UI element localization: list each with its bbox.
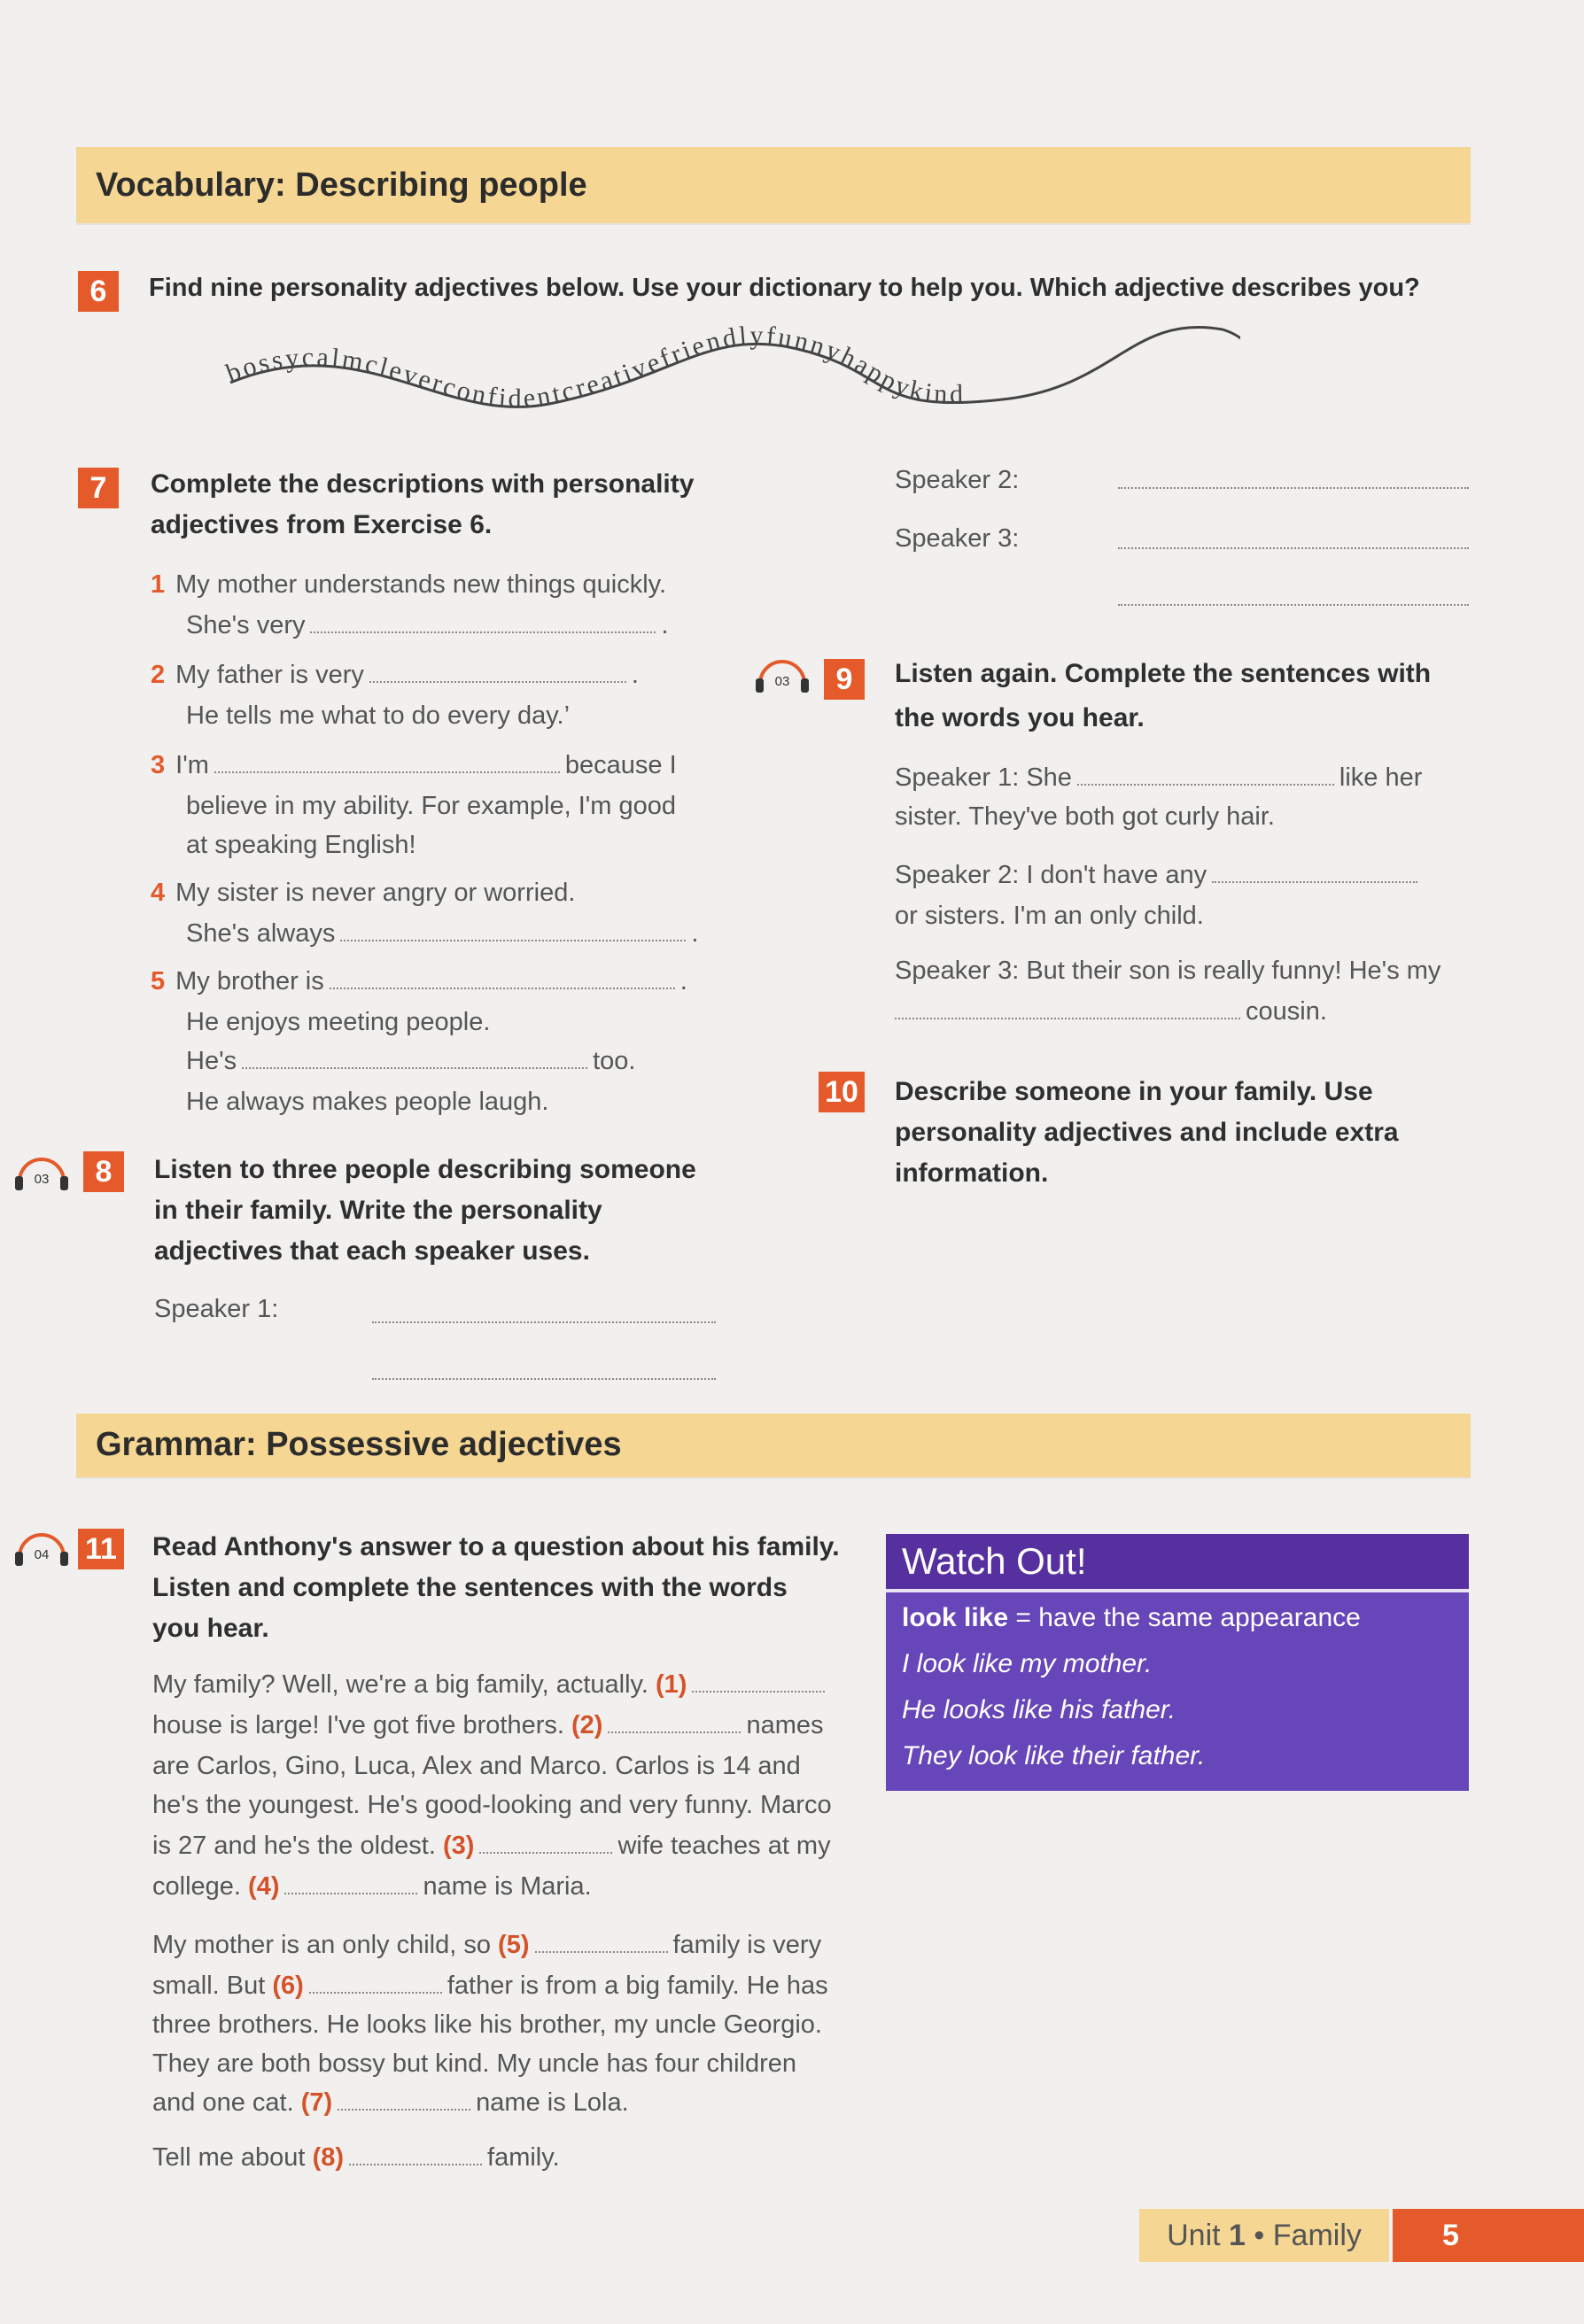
ex9-speaker-3-cont: cousin. bbox=[895, 992, 1327, 1032]
ex9-speaker-1: Speaker 1: She like her bbox=[895, 763, 1423, 792]
answer-blank[interactable] bbox=[369, 681, 626, 683]
paragraph-1-line2: house is large! I've got five brothers. (2) names bbox=[152, 1711, 824, 1739]
exercise-10-instruction-line1: Describe someone in your family. Use bbox=[895, 1077, 1373, 1106]
answer-blank[interactable] bbox=[1212, 881, 1417, 883]
answer-blank[interactable] bbox=[340, 940, 686, 941]
exercise-number-11: 11 bbox=[78, 1529, 124, 1569]
speaker-3-label: Speaker 3: bbox=[895, 524, 1020, 553]
item-5-line4: He always makes people laugh. bbox=[186, 1088, 549, 1116]
headphones-icon[interactable] bbox=[12, 1525, 71, 1569]
item-2-line2: He tells me what to do every day.’ bbox=[186, 701, 571, 730]
ex9-speaker-2-cont: or sisters. I'm an only child. bbox=[895, 902, 1204, 930]
paragraph-1-line6: college. (4) name is Maria. bbox=[152, 1872, 592, 1901]
headphones-icon[interactable] bbox=[12, 1150, 71, 1194]
answer-blank[interactable] bbox=[310, 631, 656, 633]
paragraph-2-line3: three brothers. He looks like his brother, my uncle Georgio. bbox=[152, 2010, 822, 2039]
ex9-speaker-1-cont: sister. They've both got curly hair. bbox=[895, 802, 1275, 831]
ex9-speaker-2: Speaker 2: I don't have any bbox=[895, 856, 1423, 895]
exercise-11-instruction-line1: Read Anthony's answer to a question about his family. bbox=[152, 1532, 840, 1561]
item-5-line2: He enjoys meeting people. bbox=[186, 1008, 491, 1036]
speaker-2-answer-line[interactable] bbox=[1118, 487, 1469, 489]
item-1-line1: 1 My mother understands new things quickly. bbox=[151, 570, 667, 599]
gap-4[interactable] bbox=[284, 1893, 417, 1894]
gap-2[interactable] bbox=[608, 1731, 741, 1733]
paragraph-2-line5: and one cat. (7) name is Lola. bbox=[152, 2088, 629, 2117]
headphones-icon[interactable] bbox=[753, 652, 811, 696]
ex9-speaker-3: Speaker 3: But their son is really funny! He's my bbox=[895, 957, 1441, 985]
svg-text:03: 03 bbox=[774, 674, 790, 689]
exercise-number-10: 10 bbox=[819, 1072, 865, 1112]
exercise-7-instruction-line2: adjectives from Exercise 6. bbox=[151, 510, 493, 539]
exercise-7-instruction-line1: Complete the descriptions with personality bbox=[151, 469, 695, 499]
item-2-line1: 2 My father is very . bbox=[151, 661, 639, 689]
watch-out-definition: look like = have the same appearance bbox=[902, 1603, 1361, 1632]
paragraph-1-line3: are Carlos, Gino, Luca, Alex and Marco. Carlos is 14 and bbox=[152, 1752, 801, 1780]
svg-text:03: 03 bbox=[34, 1172, 50, 1187]
gap-1[interactable] bbox=[692, 1691, 825, 1693]
speaker-3-answer-line-2[interactable] bbox=[1118, 604, 1469, 606]
speaker-1-label: Speaker 1: bbox=[154, 1295, 279, 1323]
gap-8[interactable] bbox=[349, 2164, 482, 2165]
paragraph-2-line1: My mother is an only child, so (5) family is very bbox=[152, 1931, 822, 1959]
exercise-number-8: 8 bbox=[83, 1151, 124, 1192]
gap-6[interactable] bbox=[309, 1992, 442, 1994]
exercise-8-instruction-line1: Listen to three people describing someone bbox=[154, 1155, 696, 1184]
item-5-line1: 5 My brother is . bbox=[151, 967, 687, 995]
watch-out-example-1: I look like my mother. bbox=[902, 1649, 1153, 1678]
answer-blank[interactable] bbox=[1077, 784, 1334, 786]
word-snake bbox=[213, 319, 1240, 434]
exercise-8-instruction-line3: adjectives that each speaker uses. bbox=[154, 1236, 590, 1266]
item-3-line3: at speaking English! bbox=[186, 831, 416, 859]
exercise-number-9: 9 bbox=[824, 659, 865, 700]
section-title: Grammar: Possessive adjectives bbox=[96, 1426, 622, 1463]
exercise-11-instruction-line3: you hear. bbox=[152, 1614, 269, 1643]
paragraph-1-line5: is 27 and he's the oldest. (3) wife teaches at my bbox=[152, 1832, 831, 1860]
exercise-8-instruction-line2: in their family. Write the personality bbox=[154, 1196, 602, 1225]
watch-out-example-2: He looks like his father. bbox=[902, 1695, 1176, 1724]
vocabulary-banner bbox=[76, 147, 1471, 223]
exercise-9-instruction-line1: Listen again. Complete the sentences with bbox=[895, 659, 1432, 688]
word-snake-letters: bossycalmcleverconfidentcreativefriendlyfunnyhappykind bbox=[221, 321, 967, 414]
speaker-1-answer-line[interactable] bbox=[372, 1321, 716, 1323]
exercise-9-instruction-line2: the words you hear. bbox=[895, 703, 1145, 732]
item-5-line3: He's too. bbox=[186, 1047, 636, 1075]
watch-out-example-3: They look like their father. bbox=[902, 1741, 1206, 1770]
speaker-1-answer-line-2[interactable] bbox=[372, 1378, 716, 1380]
item-1-line2: She's very . bbox=[186, 611, 669, 639]
paragraph-1-line1: My family? Well, we're a big family, actually. (1) bbox=[152, 1665, 830, 1705]
exercise-number-7: 7 bbox=[78, 468, 119, 508]
svg-text:bossycalmcleverconfidentcreati bbox=[222, 321, 966, 413]
paragraph-3-line1: Tell me about (8) family. bbox=[152, 2143, 560, 2172]
page-number: 5 bbox=[1393, 2209, 1584, 2262]
gap-7[interactable] bbox=[338, 2109, 470, 2111]
gap-5[interactable] bbox=[535, 1951, 668, 1953]
speaker-3-answer-line[interactable] bbox=[1118, 547, 1469, 549]
gap-3[interactable] bbox=[479, 1852, 612, 1854]
speaker-2-label: Speaker 2: bbox=[895, 466, 1020, 494]
item-4-line1: 4 My sister is never angry or worried. bbox=[151, 879, 576, 907]
item-4-line2: She's always . bbox=[186, 919, 699, 948]
answer-blank[interactable] bbox=[214, 771, 560, 773]
paragraph-2-line4: They are both bossy but kind. My uncle has four children bbox=[152, 2049, 796, 2078]
answer-blank[interactable] bbox=[895, 1018, 1240, 1019]
watch-out-box bbox=[886, 1534, 1469, 1791]
footer-unit-label: Unit 1 • Family bbox=[1139, 2209, 1389, 2262]
svg-text:04: 04 bbox=[34, 1547, 50, 1562]
grammar-banner bbox=[76, 1414, 1471, 1477]
answer-blank[interactable] bbox=[330, 988, 675, 989]
item-3-line2: believe in my ability. For example, I'm good bbox=[186, 792, 677, 820]
paragraph-2-line2: small. But (6) father is from a big family. He has bbox=[152, 1972, 828, 2000]
paragraph-1-line4: he's the youngest. He's good-looking and very funny. Marco bbox=[152, 1791, 832, 1819]
answer-blank[interactable] bbox=[242, 1067, 587, 1069]
watch-out-title: Watch Out! bbox=[886, 1534, 1469, 1589]
section-title: Vocabulary: Describing people bbox=[96, 167, 587, 204]
exercise-6-instruction: Find nine personality adjectives below. Use your dictionary to help you. Which adjective describes you? bbox=[149, 274, 1420, 302]
watch-out-divider bbox=[886, 1589, 1469, 1592]
exercise-number-6: 6 bbox=[78, 271, 119, 312]
exercise-11-instruction-line2: Listen and complete the sentences with the words bbox=[152, 1573, 788, 1602]
exercise-10-instruction-line2: personality adjectives and include extra bbox=[895, 1118, 1399, 1147]
item-3-line1: 3 I'm because I bbox=[151, 751, 677, 779]
exercise-10-instruction-line3: information. bbox=[895, 1158, 1049, 1188]
